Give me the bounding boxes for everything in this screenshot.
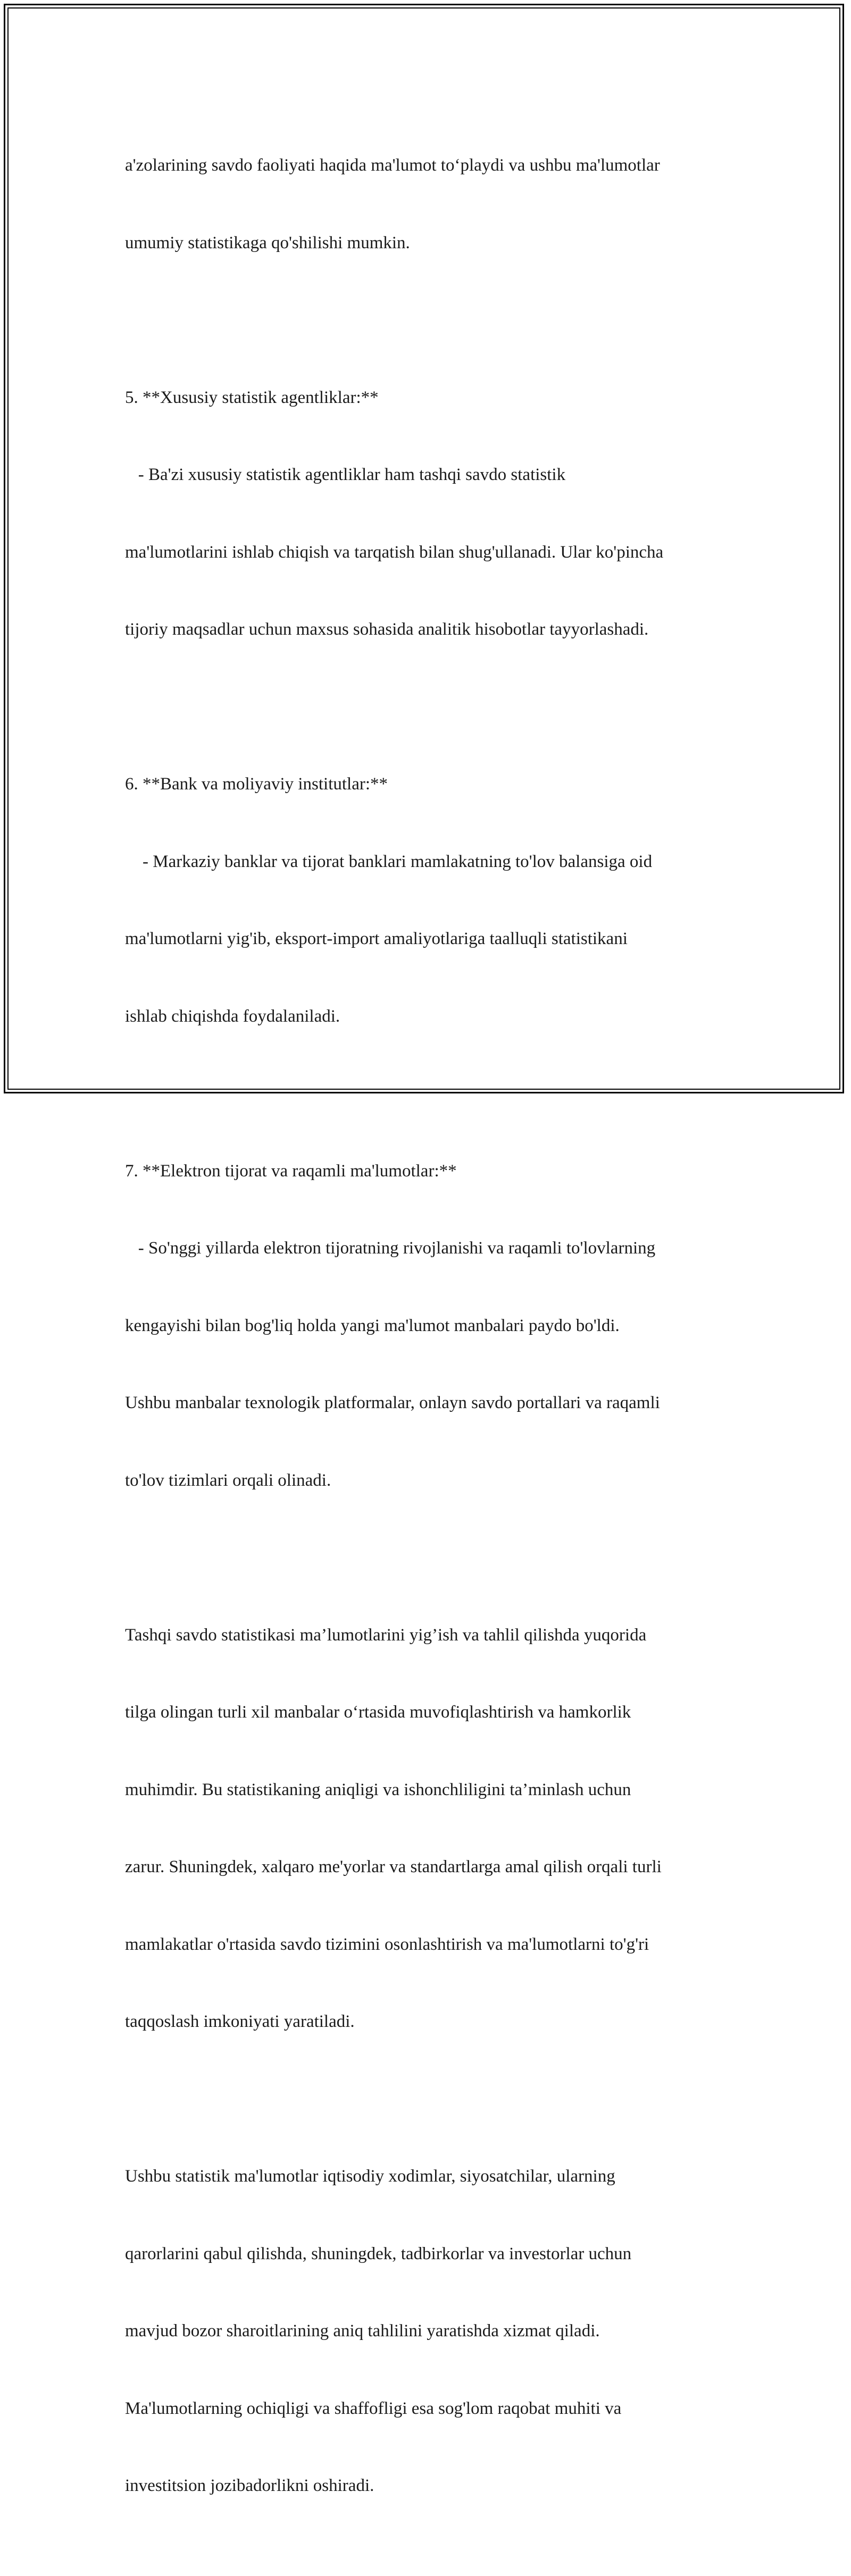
text-line: - Markaziy banklar va tijorat banklari mamlakatning to'lov balansiga oid xyxy=(125,852,653,871)
text-line: zarur. Shuningdek, xalqaro me'yorlar va standartlarga amal qilish orqali turli xyxy=(125,1857,662,1876)
text-line: umumiy statistikaga qo'shilishi mumkin. xyxy=(125,233,410,252)
text-line: mamlakatlar o'rtasida savdo tizimini osonlashtirish va ma'lumotlarni to'g'ri xyxy=(125,1934,649,1954)
text-line: Ushbu manbalar texnologik platformalar, onlayn savdo portallari va raqamli xyxy=(125,1393,660,1412)
text-line: qarorlarini qabul qilishda, shuningdek, tadbirkorlar va investorlar uchun xyxy=(125,2244,632,2263)
text-line: mavjud bozor sharoitlarining aniq tahlilini yaratishda xizmat qiladi. xyxy=(125,2321,600,2341)
text-line: Ushbu statistik ma'lumotlar iqtisodiy xodimlar, siyosatchilar, ularning xyxy=(125,2167,615,2186)
text-line: investitsion jozibadorlikni oshiradi. xyxy=(125,2476,374,2495)
text-line: tijoriy maqsadlar uchun maxsus sohasida analitik hisobotlar tayyorlashadi. xyxy=(125,620,649,639)
text-line: muhimdir. Bu statistikaning aniqligi va ishonchliligini ta’minlash uchun xyxy=(125,1780,631,1799)
text-line: Ma'lumotlarning ochiqligi va shaffofligi esa sog'lom raqobat muhiti va xyxy=(125,2398,622,2418)
document-body xyxy=(125,101,737,2576)
list-item-heading: 7. **Elektron tijorat va raqamli ma'lumotlar:** xyxy=(125,1161,457,1181)
list-item-6 xyxy=(125,720,737,1081)
list-item-heading: 5. **Xususiy statistik agentliklar:** xyxy=(125,388,379,407)
text-line: taqqoslash imkoniyati yaratiladi. xyxy=(125,2012,355,2031)
paragraph-summary xyxy=(125,1571,737,2086)
text-line: to'lov tizimlari orqali olinadi. xyxy=(125,1470,331,1490)
text-line: Tashqi savdo statistikasi ma’lumotlarini yig’ish va tahlil qilishda yuqorida xyxy=(125,1625,647,1645)
text-line: tilga olingan turli xil manbalar o‘rtasida muvofiqlashtirish va hamkorlik xyxy=(125,1703,631,1722)
list-item-heading: 6. **Bank va moliyaviy institutlar:** xyxy=(125,775,388,794)
text-line: ma'lumotlarni yig'ib, eksport-import amaliyotlariga taalluqli statistikani xyxy=(125,929,628,948)
text-line: - So'nggi yillarda elektron tijoratning rivojlanishi va raqamli to'lovlarning xyxy=(125,1239,656,1258)
text-line: a'zolarining savdo faoliyati haqida ma'lumot to‘playdi va ushbu ma'lumotlar xyxy=(125,156,660,175)
list-item-5 xyxy=(125,333,737,694)
text-line: ma'lumotlarini ishlab chiqish va tarqatish bilan shug'ullanadi. Ular ko'pincha xyxy=(125,542,664,562)
paragraph-continuation xyxy=(125,101,737,307)
text-line: kengayishi bilan bog'liq holda yangi ma'lumot manbalari paydo bo'ldi. xyxy=(125,1316,620,1335)
text-line: - Ba'zi xususiy statistik agentliklar ham tashqi savdo statistik xyxy=(125,465,566,484)
paragraph-conclusion xyxy=(125,2112,737,2550)
text-line: ishlab chiqishda foydalaniladi. xyxy=(125,1006,340,1026)
list-item-7 xyxy=(125,1107,737,1545)
